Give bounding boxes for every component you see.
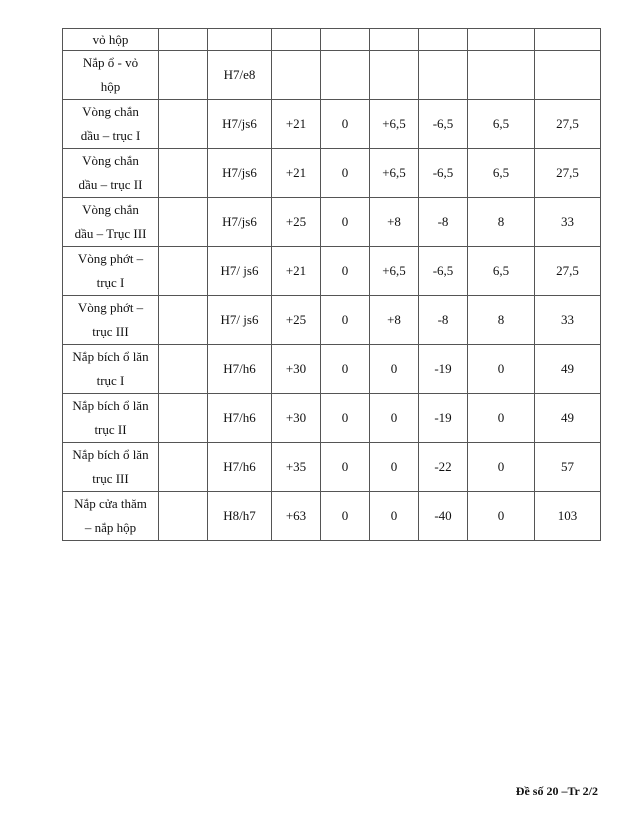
- hole-upper-dev-cell: +25: [272, 198, 321, 247]
- shaft-upper-dev-cell: +6,5: [370, 100, 419, 149]
- table-row: [63, 443, 601, 492]
- hole-upper-dev-cell: [272, 29, 321, 51]
- part-name-line: trục I: [96, 373, 125, 388]
- part-name-cell: [63, 51, 159, 100]
- hole-lower-dev-cell: 0: [321, 149, 370, 198]
- table-row: [63, 51, 601, 100]
- shaft-upper-dev-cell: +8: [370, 296, 419, 345]
- shaft-lower-dev-cell: -6,5: [419, 247, 468, 296]
- part-name-line: Vòng phớt –: [77, 251, 144, 266]
- max-value-cell: 27,5: [535, 247, 601, 296]
- max-value-cell: [535, 51, 601, 100]
- min-value-cell: 6,5: [468, 149, 535, 198]
- min-value-cell: 6,5: [468, 100, 535, 149]
- min-value-cell: 0: [468, 443, 535, 492]
- shaft-lower-dev-cell: -6,5: [419, 149, 468, 198]
- min-value-cell: 0: [468, 492, 535, 541]
- min-value-cell: [468, 51, 535, 100]
- fit-cell: H7/h6: [208, 394, 272, 443]
- shaft-lower-dev-cell: -40: [419, 492, 468, 541]
- hole-lower-dev-cell: 0: [321, 296, 370, 345]
- max-value-cell: 33: [535, 296, 601, 345]
- part-name-cell: [63, 29, 159, 51]
- fit-cell: H7/js6: [208, 100, 272, 149]
- hole-upper-dev-cell: +21: [272, 100, 321, 149]
- part-name-cell: [63, 100, 159, 149]
- shaft-lower-dev-cell: -19: [419, 394, 468, 443]
- part-name-cell: [63, 492, 159, 541]
- max-value-cell: 49: [535, 394, 601, 443]
- part-name-line: trục I: [96, 275, 125, 290]
- shaft-upper-dev-cell: 0: [370, 345, 419, 394]
- shaft-lower-dev-cell: -19: [419, 345, 468, 394]
- shaft-lower-dev-cell: [419, 51, 468, 100]
- table-row: [63, 198, 601, 247]
- part-name-line: Vòng chắn: [82, 153, 139, 168]
- hole-lower-dev-cell: 0: [321, 345, 370, 394]
- hole-upper-dev-cell: +35: [272, 443, 321, 492]
- min-value-cell: 8: [468, 296, 535, 345]
- min-value-cell: 8: [468, 198, 535, 247]
- part-name-cell: [63, 247, 159, 296]
- table-row: [63, 100, 601, 149]
- table-row: [63, 394, 601, 443]
- part-name-cell: [63, 443, 159, 492]
- part-name-line: Vòng chắn: [82, 104, 139, 119]
- shaft-lower-dev-cell: -6,5: [419, 100, 468, 149]
- hole-lower-dev-cell: [321, 29, 370, 51]
- min-value-cell: 6,5: [468, 247, 535, 296]
- part-name-line: Nắp ổ - vỏ: [82, 55, 139, 70]
- max-value-cell: 27,5: [535, 149, 601, 198]
- table-row: [63, 492, 601, 541]
- part-name-line: hộp: [100, 79, 121, 94]
- part-name-line: dầu – Trục III: [74, 226, 147, 241]
- shaft-upper-dev-cell: [370, 51, 419, 100]
- hole-upper-dev-cell: +25: [272, 296, 321, 345]
- fit-cell: H7/js6: [208, 149, 272, 198]
- hole-lower-dev-cell: 0: [321, 198, 370, 247]
- shaft-lower-dev-cell: [419, 29, 468, 51]
- part-name-cell: [63, 198, 159, 247]
- hole-lower-dev-cell: 0: [321, 247, 370, 296]
- empty-cell: [159, 394, 208, 443]
- part-name-line: trục II: [94, 422, 127, 437]
- empty-cell: [159, 296, 208, 345]
- empty-cell: [159, 492, 208, 541]
- min-value-cell: [468, 29, 535, 51]
- max-value-cell: 27,5: [535, 100, 601, 149]
- empty-cell: [159, 29, 208, 51]
- part-name-cell: [63, 394, 159, 443]
- table-row: [63, 149, 601, 198]
- part-name-line: Vòng phớt –: [77, 300, 144, 315]
- empty-cell: [159, 247, 208, 296]
- shaft-upper-dev-cell: 0: [370, 394, 419, 443]
- max-value-cell: 49: [535, 345, 601, 394]
- fit-cell: H8/h7: [208, 492, 272, 541]
- empty-cell: [159, 100, 208, 149]
- hole-upper-dev-cell: +63: [272, 492, 321, 541]
- max-value-cell: 57: [535, 443, 601, 492]
- max-value-cell: 103: [535, 492, 601, 541]
- min-value-cell: 0: [468, 394, 535, 443]
- part-name-cell: [63, 296, 159, 345]
- table-row: [63, 247, 601, 296]
- shaft-upper-dev-cell: [370, 29, 419, 51]
- part-name-line: trục III: [92, 471, 129, 486]
- hole-lower-dev-cell: 0: [321, 443, 370, 492]
- part-name-cell: [63, 149, 159, 198]
- part-name-line: vỏ hộp: [92, 31, 129, 47]
- empty-cell: [159, 443, 208, 492]
- shaft-upper-dev-cell: +6,5: [370, 247, 419, 296]
- shaft-lower-dev-cell: -8: [419, 198, 468, 247]
- empty-cell: [159, 51, 208, 100]
- fit-cell: H7/e8: [208, 51, 272, 100]
- part-name-cell: [63, 345, 159, 394]
- shaft-upper-dev-cell: +6,5: [370, 149, 419, 198]
- shaft-upper-dev-cell: 0: [370, 492, 419, 541]
- hole-upper-dev-cell: +30: [272, 394, 321, 443]
- fit-cell: H7/h6: [208, 345, 272, 394]
- hole-lower-dev-cell: 0: [321, 100, 370, 149]
- table-row: [63, 345, 601, 394]
- hole-upper-dev-cell: +21: [272, 247, 321, 296]
- hole-lower-dev-cell: [321, 51, 370, 100]
- part-name-line: dầu – trục II: [78, 177, 143, 192]
- max-value-cell: 33: [535, 198, 601, 247]
- shaft-upper-dev-cell: +8: [370, 198, 419, 247]
- empty-cell: [159, 149, 208, 198]
- hole-lower-dev-cell: 0: [321, 492, 370, 541]
- empty-cell: [159, 198, 208, 247]
- fit-cell: H7/ js6: [208, 247, 272, 296]
- fit-cell: H7/h6: [208, 443, 272, 492]
- part-name-line: Nắp cửa thăm: [74, 496, 147, 511]
- fit-cell: H7/ js6: [208, 296, 272, 345]
- page-footer: Đề số 20 –Tr 2/2: [515, 784, 598, 798]
- part-name-line: trục III: [92, 324, 129, 339]
- hole-lower-dev-cell: 0: [321, 394, 370, 443]
- min-value-cell: 0: [468, 345, 535, 394]
- table-row: [63, 29, 601, 51]
- fit-cell: [208, 29, 272, 51]
- shaft-lower-dev-cell: -8: [419, 296, 468, 345]
- shaft-upper-dev-cell: 0: [370, 443, 419, 492]
- tolerance-table: [62, 28, 601, 541]
- max-value-cell: [535, 29, 601, 51]
- shaft-lower-dev-cell: -22: [419, 443, 468, 492]
- part-name-line: dầu – trục I: [80, 128, 141, 143]
- part-name-line: Nắp bích ổ lăn: [72, 398, 149, 413]
- table-body: [63, 29, 601, 541]
- table-row: [63, 296, 601, 345]
- hole-upper-dev-cell: [272, 51, 321, 100]
- part-name-line: Nắp bích ổ lăn: [72, 349, 149, 364]
- hole-upper-dev-cell: +30: [272, 345, 321, 394]
- fit-cell: H7/js6: [208, 198, 272, 247]
- hole-upper-dev-cell: +21: [272, 149, 321, 198]
- part-name-line: – nắp hộp: [84, 520, 137, 535]
- part-name-line: Nắp bích ổ lăn: [72, 447, 149, 462]
- empty-cell: [159, 345, 208, 394]
- part-name-line: Vòng chắn: [82, 202, 139, 217]
